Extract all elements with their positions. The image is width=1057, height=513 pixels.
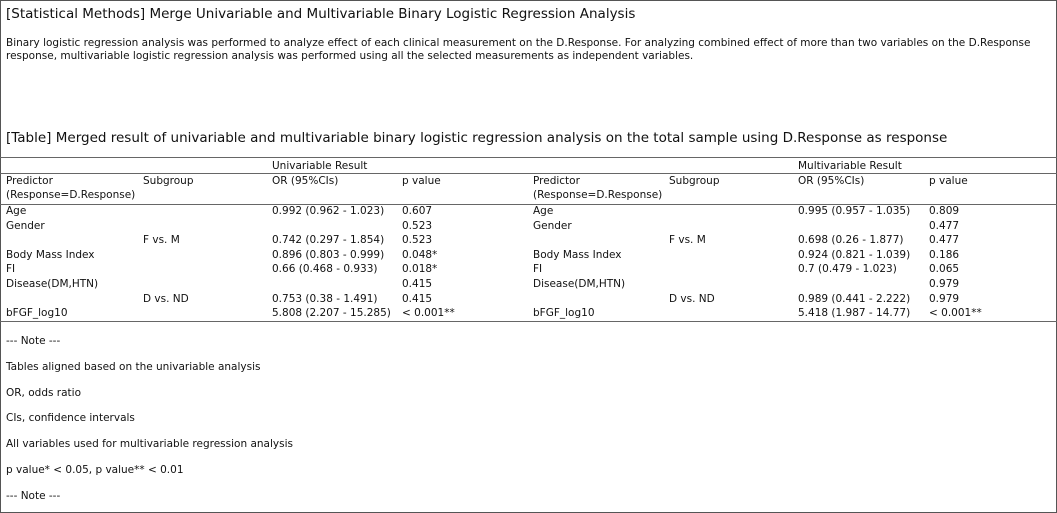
u-p-value-cell: < 0.001**: [402, 307, 455, 320]
m-predictor-cell: bFGF_log10: [533, 307, 595, 320]
u-p-value-cell: 0.523: [402, 219, 433, 232]
u-predictor-cell: Disease(DM,HTN): [6, 278, 99, 290]
u-p-value-cell: 0.048*: [402, 248, 438, 261]
u-p-header: p value: [402, 175, 441, 187]
m-or-cell: 0.924 (0.821 - 1.039): [798, 248, 911, 261]
m-predictor-header-sub: (Response=D.Response): [533, 189, 663, 201]
m-predictor-header: Predictor: [533, 175, 580, 187]
table-top-rule: [0, 157, 1057, 158]
m-subgroup-cell: D vs. ND: [669, 292, 715, 305]
u-or-cell: 0.896 (0.803 - 0.999): [272, 248, 385, 261]
m-p-value-cell: 0.809: [929, 205, 960, 217]
m-predictor-cell: FI: [533, 263, 543, 276]
u-or-cell: 0.742 (0.297 - 1.854): [272, 234, 385, 247]
multivariable-group-header: Multivariable Result: [798, 160, 902, 172]
m-subgroup-cell: F vs. M: [669, 234, 706, 247]
m-or-cell: 0.995 (0.957 - 1.035): [798, 205, 911, 217]
m-or-cell: 0.698 (0.26 - 1.877): [798, 234, 904, 247]
note-line: All variables used for multivariable regression analysis: [6, 438, 293, 451]
m-predictor-cell: Body Mass Index: [533, 248, 622, 261]
m-or-cell: 0.989 (0.441 - 2.222): [798, 292, 911, 305]
u-p-value-cell: 0.415: [402, 278, 433, 290]
m-or-cell: 0.7 (0.479 - 1.023): [798, 263, 897, 276]
u-p-value-cell: 0.018*: [402, 263, 438, 276]
m-or-cell: 5.418 (1.987 - 14.77): [798, 307, 911, 320]
m-predictor-cell: Disease(DM,HTN): [533, 278, 626, 290]
u-subgroup-cell: D vs. ND: [143, 292, 189, 305]
m-p-value-cell: 0.477: [929, 219, 960, 232]
u-p-value-cell: 0.523: [402, 234, 433, 247]
u-or-cell: 0.992 (0.962 - 1.023): [272, 205, 385, 217]
table-title: [Table] Merged result of univariable and multivariable binary logistic regression analysis on the total sample using D.Response as response: [6, 130, 948, 146]
u-predictor-cell: FI: [6, 263, 16, 276]
note-line: Tables aligned based on the univariable analysis: [6, 360, 261, 373]
m-subgroup-header: Subgroup: [669, 175, 720, 187]
note-line: CIs, confidence intervals: [6, 412, 135, 425]
note-delimiter: --- Note ---: [6, 335, 61, 347]
m-p-value-cell: 0.979: [929, 292, 960, 305]
u-or-cell: 5.808 (2.207 - 15.285): [272, 307, 391, 320]
u-or-cell: 0.753 (0.38 - 1.491): [272, 292, 378, 305]
methods-text: Binary logistic regression analysis was performed to analyze effect of each clinical measurement on the D.Response. For analyzing combined effect of more than two variables on the D.Response response, multivariable logistic regression analysis was performed using all the selected measurements as independent variables.: [6, 37, 1031, 62]
u-subgroup-cell: F vs. M: [143, 234, 180, 247]
u-or-header: OR (95%CIs): [272, 175, 339, 187]
u-predictor-cell: Age: [6, 205, 27, 217]
m-p-header: p value: [929, 175, 968, 187]
m-p-value-cell: 0.979: [929, 278, 960, 290]
note-delimiter: --- Note ---: [6, 489, 61, 502]
u-predictor-header-sub: (Response=D.Response): [6, 189, 136, 201]
m-p-value-cell: 0.065: [929, 263, 960, 276]
table-bottom-rule: [0, 321, 1057, 322]
m-p-value-cell: 0.477: [929, 234, 960, 247]
note-line: p value* < 0.05, p value** < 0.01: [6, 464, 184, 476]
m-predictor-cell: Gender: [533, 219, 572, 232]
m-p-value-cell: < 0.001**: [929, 307, 982, 320]
u-p-value-cell: 0.607: [402, 205, 433, 217]
note-line: OR, odds ratio: [6, 386, 82, 399]
u-p-value-cell: 0.415: [402, 292, 433, 305]
univariable-group-header: Univariable Result: [272, 160, 368, 172]
methods-title: [Statistical Methods] Merge Univariable and Multivariable Binary Logistic Regression Analysis: [6, 6, 636, 22]
u-predictor-cell: Body Mass Index: [6, 248, 95, 261]
m-p-value-cell: 0.186: [929, 248, 960, 261]
u-predictor-cell: bFGF_log10: [6, 307, 68, 320]
u-subgroup-header: Subgroup: [143, 175, 194, 187]
u-predictor-header: Predictor: [6, 175, 53, 187]
m-predictor-cell: Age: [533, 205, 554, 217]
u-or-cell: 0.66 (0.468 - 0.933): [272, 263, 378, 276]
m-or-header: OR (95%CIs): [798, 175, 865, 187]
u-predictor-cell: Gender: [6, 219, 45, 232]
